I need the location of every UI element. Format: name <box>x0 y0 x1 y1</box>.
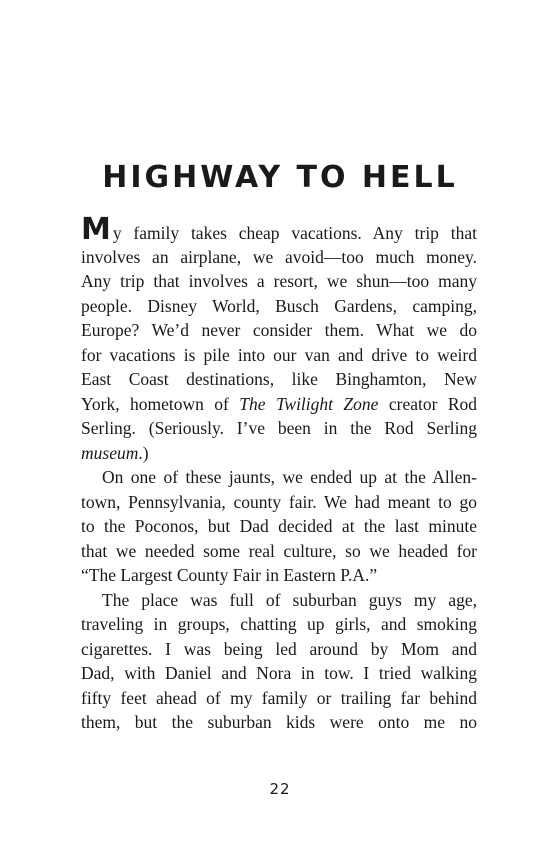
text-line: York, hometown of The Twilight Zone creator Rod <box>81 393 478 414</box>
page-number: 22 <box>269 780 291 798</box>
text-line: East Coast destinations, like Binghamton, New <box>81 369 477 389</box>
text-line: On one of these jaunts, we ended up at the Allen- <box>102 467 477 487</box>
text-line: to the Poconos, but Dad decided at the last minute <box>81 516 477 536</box>
drop-cap: M <box>81 212 111 247</box>
text-line: The place was full of suburban guys my age, <box>102 589 477 610</box>
text-line: town, Pennsylvania, county fair. We had meant to go <box>81 491 477 512</box>
text-line: them, but the suburban kids were onto me no <box>81 712 477 732</box>
italic-title: The Twilight Zone <box>239 393 379 414</box>
text-line: Serling. (Seriously. I’ve been in the Rod Serling <box>81 418 477 438</box>
text-line: involves an airplane, we avoid—too much money. <box>81 246 477 267</box>
text-line: My family takes cheap vacations. Any trip that <box>81 212 477 247</box>
text-line: museum.) <box>81 442 149 463</box>
italic-word: museum <box>81 442 139 463</box>
text-line: cigarettes. I was being led around by Mom and <box>81 638 477 659</box>
text-line: Dad, with Daniel and Nora in tow. I tried walking <box>81 663 477 683</box>
chapter-title: HIGHWAY TO HELL <box>102 160 458 195</box>
text-line: fifty feet ahead of my family or trailing far behind <box>81 687 477 708</box>
text-line: that we needed some real culture, so we headed for <box>81 540 477 561</box>
body-text <box>81 212 478 735</box>
text-line: people. Disney World, Busch Gardens, camping, <box>81 295 477 316</box>
text-line: “The Largest County Fair in Eastern P.A.” <box>81 565 378 585</box>
text-line: for vacations is pile into our van and drive to weird <box>81 344 477 365</box>
text-line: Any trip that involves a resort, we shun—too many <box>81 271 477 291</box>
text-line: Europe? We’d never consider them. What we do <box>81 320 477 340</box>
text-line: traveling in groups, chatting up girls, and smoking <box>81 614 477 634</box>
